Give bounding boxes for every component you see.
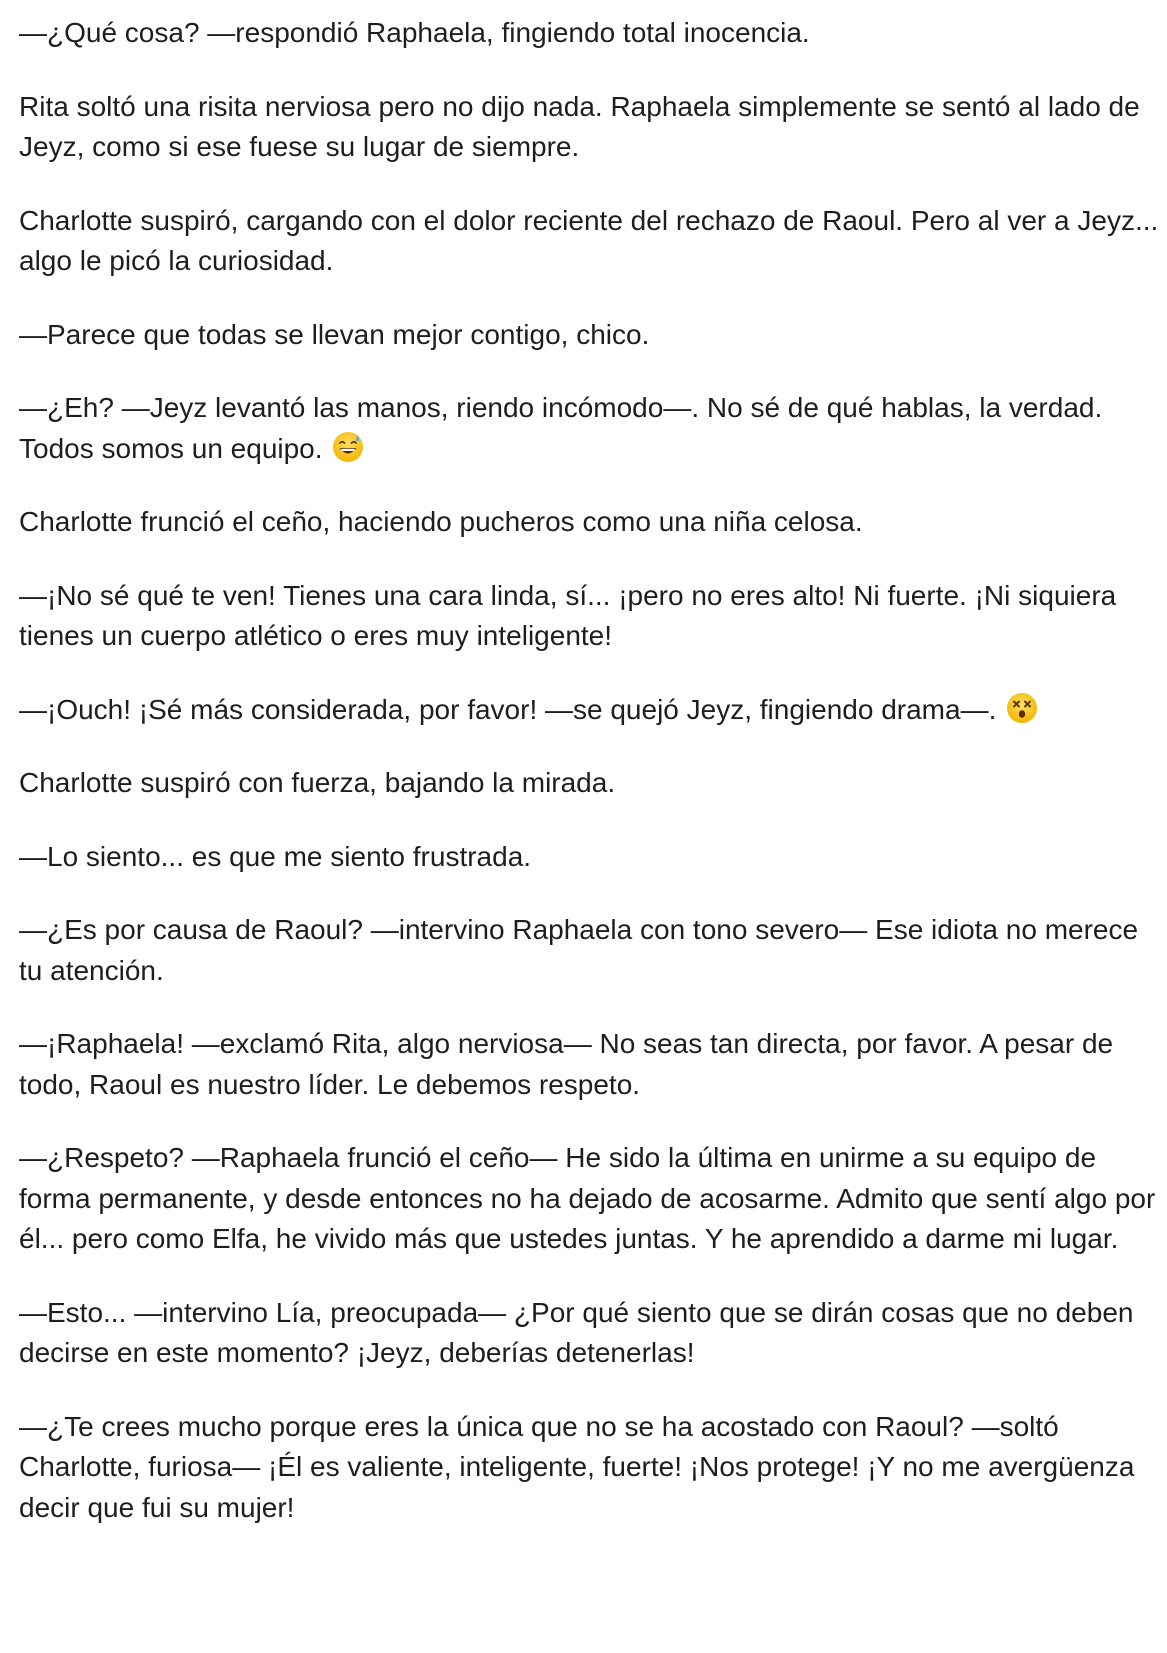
paragraph-text: —Esto... —intervino Lía, preocupada— ¿Por qué siento que se dirán cosas que no deben decirse en este momento? ¡Jeyz, deberías detenerlas! bbox=[19, 1296, 1134, 1368]
paragraph bbox=[19, 1293, 1159, 1374]
paragraph bbox=[19, 690, 1159, 731]
paragraph-text: —¿Respeto? —Raphaela frunció el ceño— He sido la última en unirme a su equipo de forma permanente, y desde entonces no ha dejado de acosarme. Admito que sentí algo por él... pero como Elfa, he vivido más que ustedes juntas. Y he aprendido a darme mi lugar. bbox=[19, 1142, 1156, 1254]
paragraph bbox=[19, 201, 1159, 282]
paragraph bbox=[19, 1024, 1159, 1105]
paragraph bbox=[19, 763, 1159, 804]
paragraph-text: Charlotte frunció el ceño, haciendo pucheros como una niña celosa. bbox=[19, 506, 863, 537]
document-body bbox=[19, 13, 1159, 1561]
paragraph bbox=[19, 502, 1159, 543]
paragraph-text: —¡Raphaela! —exclamó Rita, algo nerviosa— No seas tan directa, por favor. A pesar de todo, Raoul es nuestro líder. Le debemos respeto. bbox=[19, 1028, 1114, 1100]
paragraph-text: —¿Es por causa de Raoul? —intervino Raphaela con tono severo— Ese idiota no merece tu atención. bbox=[19, 914, 1139, 986]
paragraph bbox=[19, 1407, 1159, 1529]
grinning-sweat-emoji-icon bbox=[332, 431, 364, 463]
paragraph-text: —Parece que todas se llevan mejor contigo, chico. bbox=[19, 318, 650, 350]
paragraph-text: —¡Ouch! ¡Sé más considerada, por favor! —se quejó Jeyz, fingiendo drama—. bbox=[19, 693, 997, 725]
paragraph bbox=[19, 1138, 1159, 1260]
paragraph bbox=[19, 87, 1159, 168]
paragraph-text: Rita soltó una risita nerviosa pero no dijo nada. Raphaela simplemente se sentó al lado de Jeyz, como si ese fuese su lugar de siempre. bbox=[19, 90, 1140, 162]
paragraph bbox=[19, 388, 1159, 469]
paragraph bbox=[19, 837, 1159, 878]
paragraph-text: —¿Eh? —Jeyz levantó las manos, riendo incómodo—. No sé de qué hablas, la verdad. Todos somos un equipo. bbox=[19, 392, 1103, 464]
paragraph bbox=[19, 13, 1159, 54]
paragraph-text: Charlotte suspiró con fuerza, bajando la mirada. bbox=[19, 767, 616, 798]
paragraph bbox=[19, 576, 1159, 657]
dizzy-face-emoji-icon bbox=[1006, 692, 1038, 724]
paragraph-text: Charlotte suspiró, cargando con el dolor reciente del rechazo de Raoul. Pero al ver a Jeyz... algo le picó la curiosidad. bbox=[19, 204, 1159, 276]
paragraph-text: —¡No sé qué te ven! Tienes una cara linda, sí... ¡pero no eres alto! Ni fuerte. ¡Ni siquiera tienes un cuerpo atlético o eres muy inteligente! bbox=[19, 579, 1117, 651]
paragraph-text: —¿Qué cosa? —respondió Raphaela, fingiendo total inocencia. bbox=[19, 17, 810, 48]
paragraph-text: —Lo siento... es que me siento frustrada. bbox=[19, 840, 532, 872]
paragraph bbox=[19, 910, 1159, 991]
paragraph-text: —¿Te crees mucho porque eres la única que no se ha acostado con Raoul? —soltó Charlotte, furiosa— ¡Él es valiente, inteligente, fuerte! ¡Nos protege! ¡Y no me avergüenza decir que fui su mujer! bbox=[19, 1410, 1135, 1523]
paragraph bbox=[19, 315, 1159, 356]
